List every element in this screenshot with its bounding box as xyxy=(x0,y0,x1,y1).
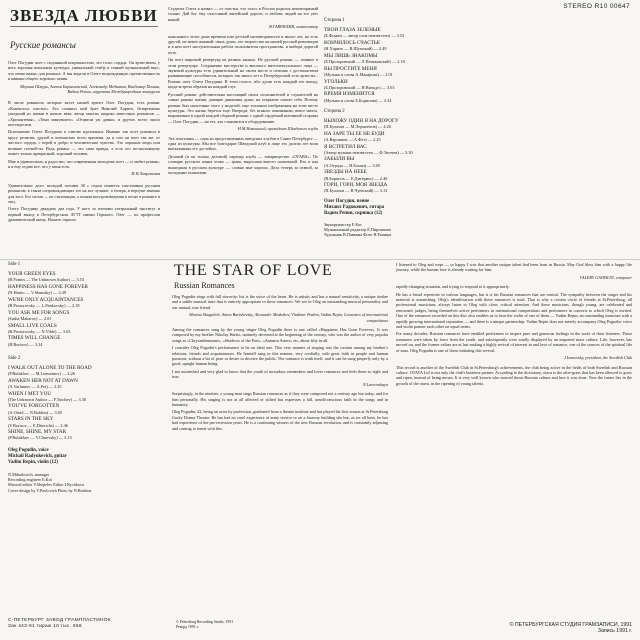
track-item xyxy=(8,391,168,402)
track-item xyxy=(8,403,168,414)
track-item xyxy=(324,182,474,193)
track-item xyxy=(324,118,474,129)
track-credit: (Музыка и слова Б.Борисова) — 3.34 xyxy=(324,97,392,103)
en-p6: Oleg Pogudin, 22, being an actor by profession, graduated from a theatre institute and has played his first season at St.Petersburg Gorky Drama Theatre. He has had no cruel experience of army service or on a faraway building site but, as we all have, he has had experience of the pre-recession years. He is a continuing witness of the new Russian revolution, and is constantly adjusting and coming to terms with this. xyxy=(172,409,388,431)
track-credit: (Б.Прозоровский — Н.Вильде) — 3.03 xyxy=(324,84,395,90)
track-title: ВЫХОЖУ ОДИН Я НА ДОРОГУ xyxy=(324,117,399,124)
en-tracklist xyxy=(8,262,168,493)
en-title: THE STAR OF LOVE xyxy=(174,262,333,279)
ru-p5: Удивительное дело: молодой человек 30 с годом пишется счастливым русским романсом, в таком сопровождающих его на все лучшие, а теперь, в вертуме именно для того. Его песни — не стилизация, а полная воспроизведения в песне в романсе в лиц. xyxy=(8,182,160,204)
ru-subtitle: Русские романсы xyxy=(10,40,76,50)
track-credit: (P.Bulakhov — V.Chuevsky) — 3.13 xyxy=(8,435,72,441)
en-subtitle: Russian Romances xyxy=(174,281,235,290)
ru-side1-tracks xyxy=(324,27,474,103)
ru-p4: Мне и удивительно, и радостно, что современная молодежь поет — и любит романс, и я ему отдаю все, что у меня есть. xyxy=(8,158,160,169)
track-item xyxy=(324,131,474,142)
footer-right: © ПЕТЕРБУРГСКАЯ СТУДИЯ ГРАМЗАПИСИ, 1991 Запись 1991 г. xyxy=(509,622,632,635)
en-sig2: VALERY GAVRILIN, composer xyxy=(579,274,632,280)
en-p4: I am astonished and very glad to know that the youth of nowadays remembers and loves romances and feels them so right and true. xyxy=(172,368,388,380)
en-signers: Marina Shagalieb, Anton Barishevsky, Alexander Mednikov, Vladimir Pashin, Vadim Repin, Laureates of international competitions xyxy=(189,312,388,323)
track-title: ЗВЕЗДЫ НА НЕБЕ xyxy=(324,169,367,176)
track-item xyxy=(324,169,474,180)
track-credit: (Автор музыки неизвестен — Ф.Тютчев) — 3.30 xyxy=(324,149,413,155)
ru-sig2: В.ГАВРИЛИН, композитор xyxy=(269,24,318,30)
track-item xyxy=(8,416,168,427)
ru-p3: Исполнение Олега Погудина я считаю идеальным. Именно так поет романсы в кругу религии, другой в шиханских всего времени, да и сам он поет так же, от чистого сердца, с верой в добро и человеческие чувства. Это хорошие люди или великие поэзий-ты. Ведь романс — это сама правда, а есть его по-настоящему может только прекрасный, хороший человек. xyxy=(8,129,160,157)
track-credit: (П.Булахов — В.Чуевский) — 3.13 xyxy=(324,188,388,194)
ru-side1-label: Сторона 1 xyxy=(324,18,345,23)
ru-credits: Звукорежиссер Е.Кот Музыкальный редактор Е.Пирожкова Художник В.Павкина Фото Н.Рашина xyxy=(324,221,392,238)
en-sig3: I.Ivanovsky, president, the Swedish Club xyxy=(564,355,632,361)
ru-tracklist xyxy=(324,18,474,238)
track-title: YOU ASK ME FOR SONGS xyxy=(8,309,70,316)
half-divider xyxy=(0,259,640,260)
ru-side2-tracks xyxy=(324,118,474,194)
en-col3a: I listened to Oleg and wept — so happy I was that another unique talent had been born in Russia. May God bless him with a happy life journey, while the human love is already waiting for him. xyxy=(396,262,632,273)
track-credit: (А.Варламов — А.Фет) — 2.25 xyxy=(324,136,381,142)
track-item xyxy=(8,297,168,308)
track-credit: (The Unknown Author — F.Tutchev) — 3.30 xyxy=(8,396,87,402)
ru-side2-label: Сторона 2 xyxy=(324,108,345,114)
track-item xyxy=(8,378,168,389)
track-item xyxy=(324,79,474,90)
track-credit: (B.Prozorovsky — L.Penkovsky) — 2.18 xyxy=(8,302,80,308)
ru-performers: Олег Погудин, пение Михаил Радюкевич, гитара Вадим Репин, скрипка (12) xyxy=(324,198,385,216)
en-p1: Oleg Pogudin sings with full sincerity: his is the voice of the heart. He is artistic and has a natural sensitivity, a unique timbre and a subtle musical taste that is entirely appropriate to these romances. We see in Oleg an outstanding musical personality and our mutual, true friend. xyxy=(172,294,388,310)
track-title: НА ЗАРЕ ТЫ ЕЕ НЕ БУДИ xyxy=(324,130,385,137)
track-item xyxy=(8,365,168,376)
track-title: ГОРИ, ГОРИ, МОЯ ЗВЕЗДА xyxy=(324,182,388,189)
en-sig1: N.Lavrovskaya xyxy=(362,381,388,387)
ru-title: ЗВЕЗДА ЛЮБВИ xyxy=(10,6,158,25)
track-title: МЫ ЛИШЬ ЗНАКОМЫ xyxy=(324,52,378,59)
track-item xyxy=(324,144,474,155)
track-credit: (V.Borisov — E.Diterichs) — 2.46 xyxy=(8,422,68,428)
catalog-number: STEREO R10 00647 xyxy=(563,3,630,10)
track-credit: (Sasha Makarov) — 2.01 xyxy=(8,315,52,321)
en-side2-label: Side 2 xyxy=(8,355,21,361)
track-credit: (Музыка и слова А.Макарова) — 2.01 xyxy=(324,71,393,77)
track-title: YOUR GREEN EYES xyxy=(8,271,56,277)
en-col3e: This record is another of the Swedish Club in St.Petersburg's achievements, the club being active in the fields of both Swedish and Russian culture. OTAVA Ltd is not only the club's business partner. According to the dictionary, otava is the after-grass that has been allowed to grow and ripen, instead of being mown. It is very well known who mowed down Russian culture and how it was done. Now the future lies in the growth of the otava, in the ripening of young talents. xyxy=(396,364,632,386)
en-performers: Oleg Pogudin, voice Michail Radyukevich, guitar Vadim Repin, violin (12) xyxy=(8,447,67,465)
en-credits: N.Mihailovich, manager Recording engineer E.Kot Musical editor V.Shepelev Editor I.Rychkova Cover design by V.Pavlovich Photo by N.Rashina xyxy=(8,471,92,493)
track-credit: (А.Отрада — Н.Бохин) — 3.05 xyxy=(324,162,381,168)
track-credit: (Б.Фомин — автор слов неизвестен) — 3.53 xyxy=(324,33,405,39)
track-item xyxy=(324,66,474,77)
track-credit: (B.Borisov) — 3.34 xyxy=(8,341,43,347)
en-side1-tracks xyxy=(8,271,168,347)
en-p5: Surprisingly, in the nineties, a young man sings Russian romances as if they were composed not a century ago but today, and for him personally. His singing is not at all affected or stilted but expresses a full, unselfconscious faith in the songs and in humanity. xyxy=(172,391,388,407)
track-title: STARS IN THE SKY xyxy=(8,416,54,423)
track-title: УГОЛЬКИ xyxy=(324,78,348,85)
track-item xyxy=(8,335,168,346)
en-column-2 xyxy=(172,294,388,433)
track-title: WE'RE ONLY ACQUAINTANCES xyxy=(8,296,84,303)
footer-left: С-ПЕТЕРБУРГ ЗАВОД ГРАМПЛАСТИНОК Зак 443-91 тираж 10 тыс. 666 xyxy=(8,618,111,629)
ru-col2d: Русский романс действительно настоящий своих исполнителей и слушателей на самые разные жизни, дающие движения души, на открытие самого себя. Потому романс был наистинно этого у моделей, еще эталоном изображения на этом месте культуры. Это жизнь берется еще. Впереди, без всякого пониманию, вовсе ничто, выраженное в одной каждой сборной романс с одной сердечной интимной стороны — Олег Погудин — на тех, кто становится в оборудованию. xyxy=(168,91,318,124)
ru-signers: Марина Шмурь, Антон Барышевский, Александр Медников, Владимир Пашин, Вадим Репин, лауреаты Международных конкурсов xyxy=(20,83,160,95)
track-title: КОНЧИЛОСЬ СЧАСТЬЕ xyxy=(324,39,380,46)
track-title: SHINE, SHINE, MY STAR xyxy=(8,429,67,436)
track-credit: (Н.Харито — В.Шумский) — 2.49 xyxy=(324,46,387,52)
ru-column-1 xyxy=(8,60,160,225)
track-item xyxy=(324,91,474,102)
en-side1-label: Side 1 xyxy=(8,262,21,267)
track-title: ТВОИ ГЛАЗА ЗЕЛЕНЫЕ xyxy=(324,27,381,33)
track-credit: (A.Otrad — N.Bokhin) — 3.05 xyxy=(8,409,63,415)
track-item xyxy=(8,271,168,282)
ru-title-rule xyxy=(10,26,158,27)
ru-col2b: жаксанного этого дома времени или детской неповторимости и много лет, но есть другой, не менее важный: связь души, его творчество на нашей русской революции и в нем поет наступательная работа пользователя пространства, и выбора дорогой путь. xyxy=(168,33,318,55)
ru-col2a: Студента Олега я назвал — от счастья, что голос в России родился неповторимый талант. Дай бог ему счастливой житейской дороги, и любовь людей на его уют нашей. xyxy=(168,6,318,22)
ru-sig3: Н.М.Новинский, президент Шведского клуба xyxy=(237,126,318,132)
track-item xyxy=(324,27,474,38)
track-credit: (B.Fomin — The Unknown Author) — 3.53 xyxy=(8,277,85,283)
ru-col2c: Он поет широкий репертуар на разных языках. Но русской романс — главное в этом репертуаре. Сохранение мастерства и высокого интеллектуального лица — звуковой культуры есть удивительный на своем месте и отлично с достоинством развивающие способности, которых так много лет и Петербургской есть артисты... Романс поет Олега Погудина. В этом голосе, ибо души есть каждый его выход, когда встреча образов на каждый слуг. xyxy=(168,57,318,90)
track-credit: (P.Bulakhov — M.Lermontov) — 4.26 xyxy=(8,370,75,376)
track-item xyxy=(8,323,168,334)
track-title: AWAKEN HER NOT AT DAWN xyxy=(8,377,78,384)
en-col3d: For many decades, Russian romances have enabled performers to inspire pure and generous feelings in the souls of their listeners. These romances were taken by force from the youth, and subsequently were totally displayed by an imported mass culture. Life, however, has moved on, and the former values are at last making a highly revival of interest in and love of romance, one of the sources of the spiritual life of man. Oleg Pogudin is one of those initiating this revival. xyxy=(396,331,632,353)
ru-sig1: Н.И.Лавровская xyxy=(131,171,160,177)
track-item xyxy=(8,429,168,440)
footer-center: © Petersburg Recording Studio, 1991 Рекорд 1991 г. xyxy=(176,620,234,629)
ru-p2: В числе романсов, которые несет нашей артист Олег Погудин, есть романс «Кончилось счастье». Его сочинил мой брат Николай Харито, безвременно ушедший из жизни в начале века, автор многих широко известных романсов — «Хризантемы», «Тени минувшего» «Отцвели уж давно» и другие, всего около шестидесяти. xyxy=(8,100,160,128)
ru-col2f: Деловой (и не только деловой) партнер клуба — товарищество «ОТАВА». По словарю русского языка отава — трава, выросшая вместо скошенной. Кто и как вышедшая в русском культуре — словно мне хорошо. Дела теперь за отавой, за молодыми талантами. xyxy=(168,153,318,175)
track-item xyxy=(8,310,168,321)
en-column-3 xyxy=(396,262,632,388)
track-title: ВРЕМЯ ИЗМЕНИТСЯ xyxy=(324,91,375,98)
en-p3: I consider Oleg Pogudin's performance to be an ideal one. This very manner of singing was the custom among my brother's relations, friends and acquaintances. He himself sang in this manner, very cordially, with great faith in people and human passions, without a bit of pose or desire to deceive the public. The romance is truth itself, and it can be sung properly only by a good, upright human being. xyxy=(172,345,388,367)
track-title: YOU'VE FORGOTTEN xyxy=(8,403,60,410)
track-credit: (B.Prozorovsky — N.Vilde) — 3.03 xyxy=(8,328,71,334)
track-title: ВЫ ПРОСТИТЕ МЕНЯ xyxy=(324,65,377,72)
track-title: ЗАБЫЛИ ВЫ xyxy=(324,156,355,163)
track-credit: (N.Harito — V.Shumsky) — 2.49 xyxy=(8,290,66,296)
en-col3b: rapidly-changing situation, and trying to respond to it appropriately. xyxy=(396,284,510,290)
track-title: HAPPINESS HAS GONE FOREVER xyxy=(8,283,88,290)
en-side2-tracks xyxy=(8,365,168,441)
en-p2: Among the romances sung by the young singer Oleg Pogudin there is one called «Happiness Has Gone Forever». It was composed by my brother Nikolay Harito, untimely deceased at the beginning of the century, who was the author of very popular songs as «Chrysanthemums», «Shadows of the Past», «Autumn Asters» etc, about fifty in all. xyxy=(172,327,388,343)
en-col3c: He has a broad repertoire in various languages, but it is his Russian romances that are central. The sympathy between the singer and his material is astonishing. Oleg's identification with these romances is total. That is why a certain circle of friends at St.Petersburg, all professional musicians, always listen to Oleg with close, critical attention. And these musicians, though young, are celebrated and renowned, judges, being themselves active performers in international competitions and performers in concerts to which Oleg is invited. One of the romances recorded on this disc also enables us to hear the violin of one of them — Vadim Repin, an outstanding musician with a rapidly growing international reputation — and there is a unique partnership. Vadim Repin does not merely accompany Oleg Pogudin: voice and violin partner each other on equal terms. xyxy=(396,291,632,330)
track-item xyxy=(8,284,168,295)
track-title: SMALL LIVE COALS xyxy=(8,322,57,329)
track-item xyxy=(324,53,474,64)
ru-p6: Олегу Погудину двадцать два года. У него за плечами театральный институт и первый выход в Петербургском ЛГТТ имени Горького. Олег — по профессии драматический актер. Нашего горного xyxy=(8,206,160,223)
track-title: I WALK OUT ALONE TO THE ROAD xyxy=(8,364,92,371)
track-title: TIMES WILL CHANGE xyxy=(8,335,61,342)
ru-column-2 xyxy=(168,6,318,177)
track-credit: (В.Борисов — Е.Дитерихс) — 2.46 xyxy=(324,175,388,181)
track-title: WHEN I MET YOU xyxy=(8,390,52,397)
ru-col2e: Эта пластинка — одна из представленных шведских клубов в Санкт-Петербурге — одна из культуры. Мы все благодарят Шведский клуб в лице это долгих лет воли высказанных его достойно. xyxy=(168,135,318,152)
track-credit: (П.Булахов — М.Лермонтов) — 4.26 xyxy=(324,123,391,129)
track-title: Я ВСТРЕТИЛ ВАС xyxy=(324,143,367,150)
ru-p1: Олег Погудин поет с подлинной искренностью, это голос сердца. Он артистичен, у него хорошая вокальная культура, уникальный тембр и тонкий музыкальный вкус, что очень важно для романса. А мы видели в Олеге возрожденную преемственность и навыки общего хорового пения. xyxy=(8,60,160,82)
track-credit: (Б.Прозоровский — Л.Пеньковский) — 2.18 xyxy=(324,58,405,64)
track-item xyxy=(324,156,474,167)
track-item xyxy=(324,40,474,51)
track-credit: (A.Varlamov — A.Fet) — 2.25 xyxy=(8,383,62,389)
